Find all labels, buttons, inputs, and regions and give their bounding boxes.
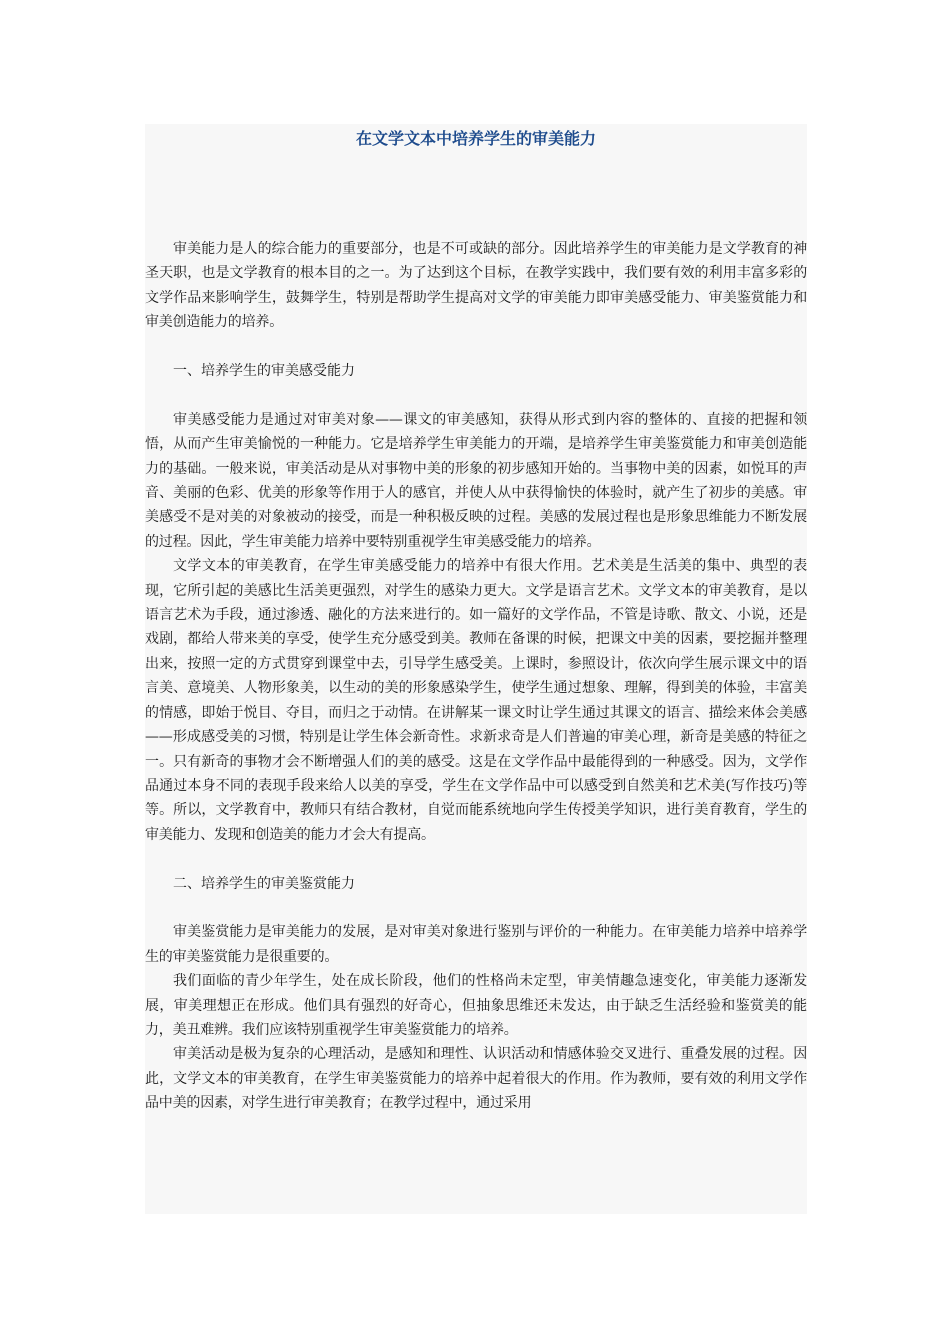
document-title: 在文学文本中培养学生的审美能力 (355, 129, 596, 148)
section-heading-1: 一、培养学生的审美感受能力 (173, 363, 355, 380)
section2-paragraph-3: 审美活动是极为复杂的心理活动，是感知和理性、认识活动和情感体验交叉进行、重叠发展的过程。因此，文学文本的审美教育，在学生审美鉴赏能力的培养中起着很大的作用。作为教师，要有效的利用文学作品中美的因素，对学生进行审美教育；在教学过程中，通过采用 (145, 1046, 807, 1112)
intro-paragraph: 审美能力是人的综合能力的重要部分，也是不可或缺的部分。因此培养学生的审美能力是文学教育的神圣天职，也是文学教育的根本目的之一。为了达到这个目标，在教学实践中，我们要有效的利用丰富多彩的文学作品来影响学生，鼓舞学生，特别是帮助学生提高对文学的审美能力即审美感受能力、审美鉴赏能力和审美创造能力的培养。 (145, 241, 807, 331)
spacer (145, 847, 807, 871)
document-page (145, 124, 807, 1214)
section2-paragraph-2: 我们面临的青少年学生，处在成长阶段，他们的性格尚未定型，审美情趣急速变化，审美能力逐渐发展，审美理想正在形成。他们具有强烈的好奇心，但抽象思维还未发达，由于缺乏生活经验和鉴赏美的能力，美丑难辨。我们应该特别重视学生审美鉴赏能力的培养。 (145, 973, 807, 1038)
section1-paragraph-1: 审美感受能力是通过对审美对象——课文的审美感知，获得从形式到内容的整体的、直接的把握和领悟，从而产生审美愉悦的一种能力。它是培养学生审美能力的开端，是培养学生审美鉴赏能力和审美创造能力的基础。一般来说，审美活动是从对事物中美的形象的初步感知开始的。当事物中美的因素，如悦耳的声音、美丽的色彩、优美的形象等作用于人的感官，并使人从中获得愉快的体验时，就产生了初步的美感。审美感受不是对美的对象被动的接受，而是一种积极反映的过程。美感的发展过程也是形象思维能力不断发展的过程。因此，学生审美能力培养中要特别重视学生审美感受能力的培养。 (145, 411, 807, 550)
spacer (145, 896, 807, 920)
spacer (145, 335, 807, 359)
section-heading-2: 二、培养学生的审美鉴赏能力 (173, 875, 355, 892)
section1-paragraph-2: 文学文本的审美教育，在学生审美感受能力的培养中有很大作用。艺术美是生活美的集中、典型的表现，它所引起的美感比生活美更强烈，对学生的感染力更大。文学是语言艺术。文学文本的审美教育，是以语言艺术为手段，通过渗透、融化的方法来进行的。如一篇好的文学作品，不管是诗歌、散文、小说，还是戏剧，都给人带来美的享受，使学生充分感受到美。教师在备课的时候，把课文中美的因素，要挖掘并整理出来，按照一定的方式贯穿到课堂中去，引导学生感受美。上课时，参照设计，依次向学生展示课文中的语言美、意境美、人物形象美，以生动的美的形象感染学生，使学生通过想象、理解，得到美的体验，丰富美的情感，即始于悦目、夺目，而归之于动情。在讲解某一课文时让学生通过其课文的语言、描绘来体会美感——形成感受美的习惯，特别是让学生体会新奇性。求新求奇是人们普遍的审美心理，新奇是美感的特征之一。只有新奇的事物才会不断增强人们的美的感受。这是在文学作品中最能得到的一种感受。因为，文学作品通过本身不同的表现手段来给人以美的享受，学生在文学作品中可以感受到自然美和艺术美(写作技巧)等等。所以，文学教育中，教师只有结合教材，自觉而能系统地向学生传授美学知识，进行美育教育，学生的审美能力、发现和创造美的能力才会大有提高。 (145, 558, 807, 843)
document-body (145, 237, 807, 1116)
spacer (145, 383, 807, 407)
section2-paragraph-1: 审美鉴赏能力是审美能力的发展，是对审美对象进行鉴别与评价的一种能力。在审美能力培养中培养学生的审美鉴赏能力是很重要的。 (145, 924, 807, 965)
